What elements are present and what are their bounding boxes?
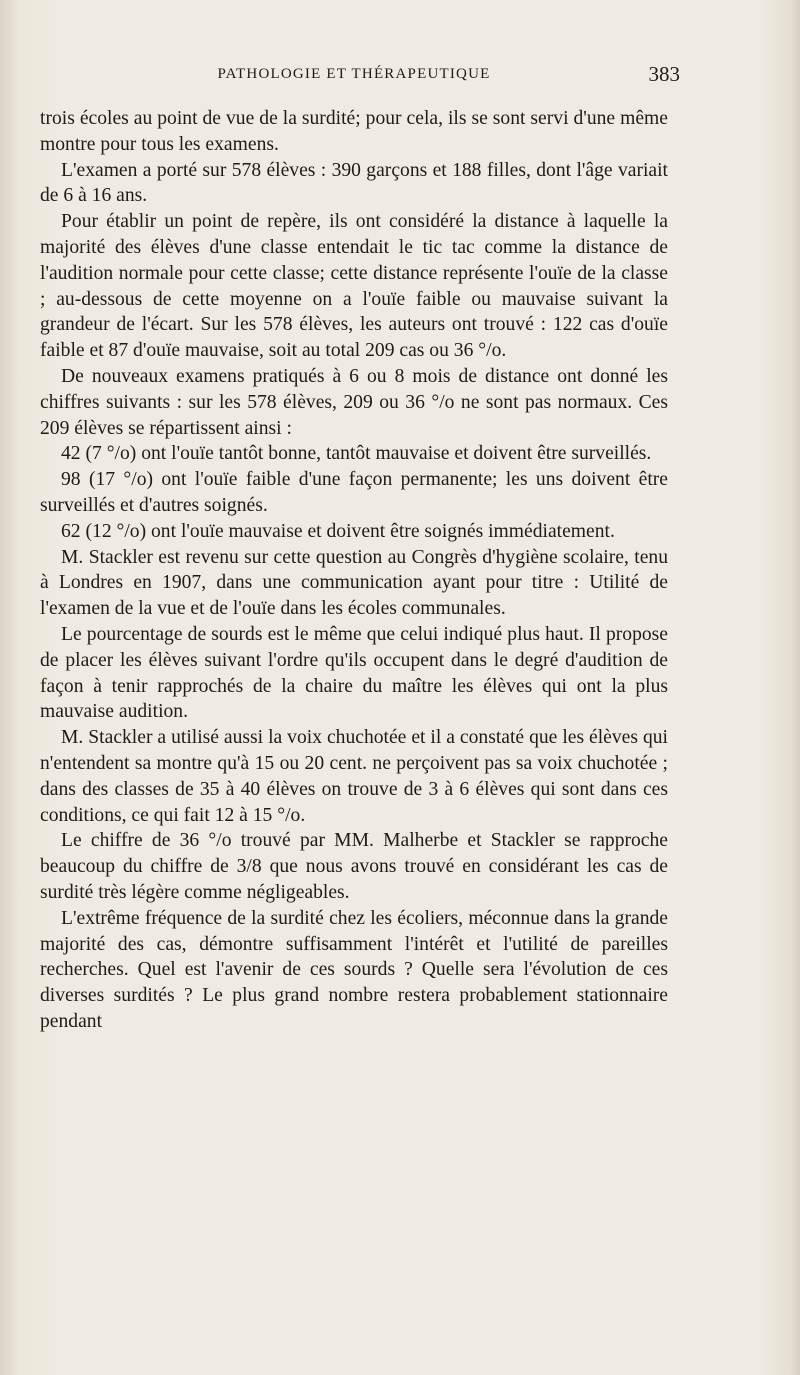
- paragraph: 42 (7 °/o) ont l'ouïe tantôt bonne, tantôt mauvaise et doivent être surveillés.: [61, 443, 652, 465]
- paragraph: Le pourcentage de sourds est le même que celui indiqué plus haut. Il propose de placer les élèves suivant l'ordre qu'ils occupent dans le degré d'audition de façon à tenir rapprochés de la chaire du maître les élèves qui ont la plus mauvaise audition.: [40, 623, 668, 723]
- paragraph: trois écoles au point de vue de la surdité; pour cela, ils se sont servi d'une même montre pour tous les examens.: [40, 108, 668, 155]
- paragraph: Pour établir un point de repère, ils ont considéré la distance à laquelle la majorité des élèves d'une classe entendait le tic tac comme la distance de l'audition normale pour cette classe; cette distance représente l'ouïe de la classe ; au-dessous de cette moyenne on a l'ouïe faible ou mauvaise suivant la grandeur de l'écart. Sur les 578 élèves, les auteurs ont trouvé : 122 cas d'ouïe faible et 87 d'ouïe mauvaise, soit au total 209 cas ou 36 °/o.: [40, 211, 668, 362]
- page-header: [40, 62, 680, 90]
- body-text: [40, 106, 668, 1035]
- running-title: PATHOLOGIE ET THÉRAPEUTIQUE: [217, 66, 491, 82]
- paragraph: 98 (17 °/o) ont l'ouïe faible d'une façon permanente; les uns doivent être surveillés et d'autres soignés.: [40, 469, 668, 516]
- paragraph: L'extrême fréquence de la surdité chez les écoliers, méconnue dans la grande majorité des cas, démontre suffisamment l'intérêt et l'utilité de pareilles recherches. Quel est l'avenir de ces sourds ? Quelle sera l'évolution de ces diverses surdités ? Le plus grand nombre restera probablement stationnaire pendant: [40, 907, 668, 1032]
- paragraph: 62 (12 °/o) ont l'ouïe mauvaise et doivent être soignés immédiatement.: [61, 520, 615, 542]
- paragraph: L'examen a porté sur 578 élèves : 390 garçons et 188 filles, dont l'âge variait de 6 à 16 ans.: [40, 159, 668, 207]
- paragraph: M. Stackler est revenu sur cette question au Congrès d'hygiène scolaire, tenu à Londres en 1907, dans une communication ayant pour titre : Utilité de l'examen de la vue et de l'ouïe dans les écoles communales.: [40, 546, 668, 620]
- page-number: 383: [648, 62, 680, 86]
- paragraph: Le chiffre de 36 °/o trouvé par MM. Malherbe et Stackler se rapproche beaucoup du chiffre de 3/8 que nous avons trouvé en considérant les cas de surdité très légère comme négligeables.: [40, 830, 668, 903]
- paragraph: M. Stackler a utilisé aussi la voix chuchotée et il a constaté que les élèves qui n'entendent sa montre qu'à 15 ou 20 cent. ne perçoivent pas sa voix chuchotée ; dans des classes de 35 à 40 élèves on trouve de 3 à 6 élèves qui sont dans ces conditions, ce qui fait 12 à 15 °/o.: [40, 727, 668, 826]
- paragraph: De nouveaux examens pratiqués à 6 ou 8 mois de distance ont donné les chiffres suivants : sur les 578 élèves, 209 ou 36 °/o ne sont pas normaux. Ces 209 élèves se répartissent ainsi :: [40, 365, 668, 439]
